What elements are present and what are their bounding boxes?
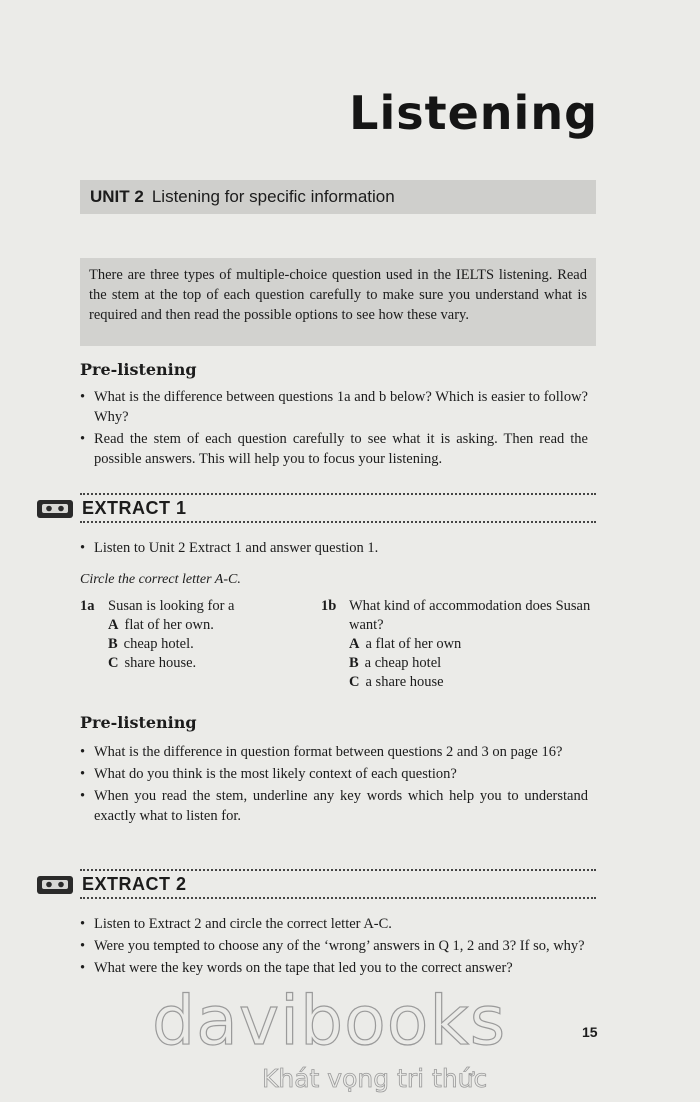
extract-1-label: EXTRACT 1 — [82, 497, 187, 518]
list-item: • What is the difference between questions 1a and b below? Which is easier to follow? Why? — [80, 387, 588, 427]
option-c: C a share house — [349, 674, 444, 690]
extract-2-bar — [80, 869, 596, 899]
unit-banner — [80, 180, 596, 214]
pre-listening-heading-1: Pre-listening — [80, 360, 197, 379]
question-number: 1a — [80, 598, 95, 614]
question-number: 1b — [321, 598, 337, 614]
question-stem: Susan is looking for a — [108, 598, 235, 614]
option-b: B cheap hotel. — [108, 636, 194, 652]
pre-listening-heading-2: Pre-listening — [80, 713, 197, 732]
instruction: Circle the correct letter A-C. — [80, 572, 241, 587]
list-item: • When you read the stem, underline any key words which help you to understand exactly what to listen for. — [80, 786, 588, 826]
extract-2-label: EXTRACT 2 — [82, 873, 187, 894]
page-number: 15 — [582, 1024, 598, 1040]
unit-number: UNIT 2 — [90, 187, 144, 206]
pre-listening-list-1 — [80, 387, 588, 471]
list-item: • What is the difference in question format between questions 2 and 3 on page 16? — [80, 742, 588, 762]
option-c: C share house. — [108, 655, 197, 671]
option-a: A flat of her own. — [108, 617, 214, 633]
question-1a — [80, 597, 290, 673]
list-item: • What do you think is the most likely context of each question? — [80, 764, 588, 784]
question-1b — [321, 597, 591, 692]
extract-1-bar — [80, 493, 596, 523]
cassette-tape-icon — [36, 875, 74, 895]
cassette-tape-icon — [36, 499, 74, 519]
pre-listening-list-2 — [80, 742, 588, 828]
list-item: • Listen to Unit 2 Extract 1 and answer question 1. — [80, 538, 588, 558]
watermark-tagline: Khát vọng tri thức — [262, 1064, 488, 1093]
option-a: A a flat of her own — [349, 636, 462, 652]
option-b: B a cheap hotel — [349, 655, 442, 671]
question-stem: What kind of accommodation does Susan want? — [349, 598, 591, 633]
list-item: • What were the key words on the tape that led you to the correct answer? — [80, 958, 588, 978]
list-item: • Read the stem of each question carefully to see what it is asking. Then read the possible answers. This will help you to focus your listening. — [80, 429, 588, 469]
extract-2-list — [80, 914, 588, 980]
list-item: • Listen to Extract 2 and circle the correct letter A-C. — [80, 914, 588, 934]
unit-title: Listening for specific information — [151, 187, 395, 206]
watermark-logo: davibooks — [152, 982, 507, 1061]
page-title: Listening — [349, 86, 598, 140]
list-item: • Were you tempted to choose any of the ‘wrong’ answers in Q 1, 2 and 3? If so, why? — [80, 936, 588, 956]
extract-1-list — [80, 538, 588, 560]
intro-box: There are three types of multiple-choice question used in the IELTS listening. Read the stem at the top of each question carefully to make sure you understand what is required and then read the possible options to see how these vary. — [80, 258, 596, 346]
